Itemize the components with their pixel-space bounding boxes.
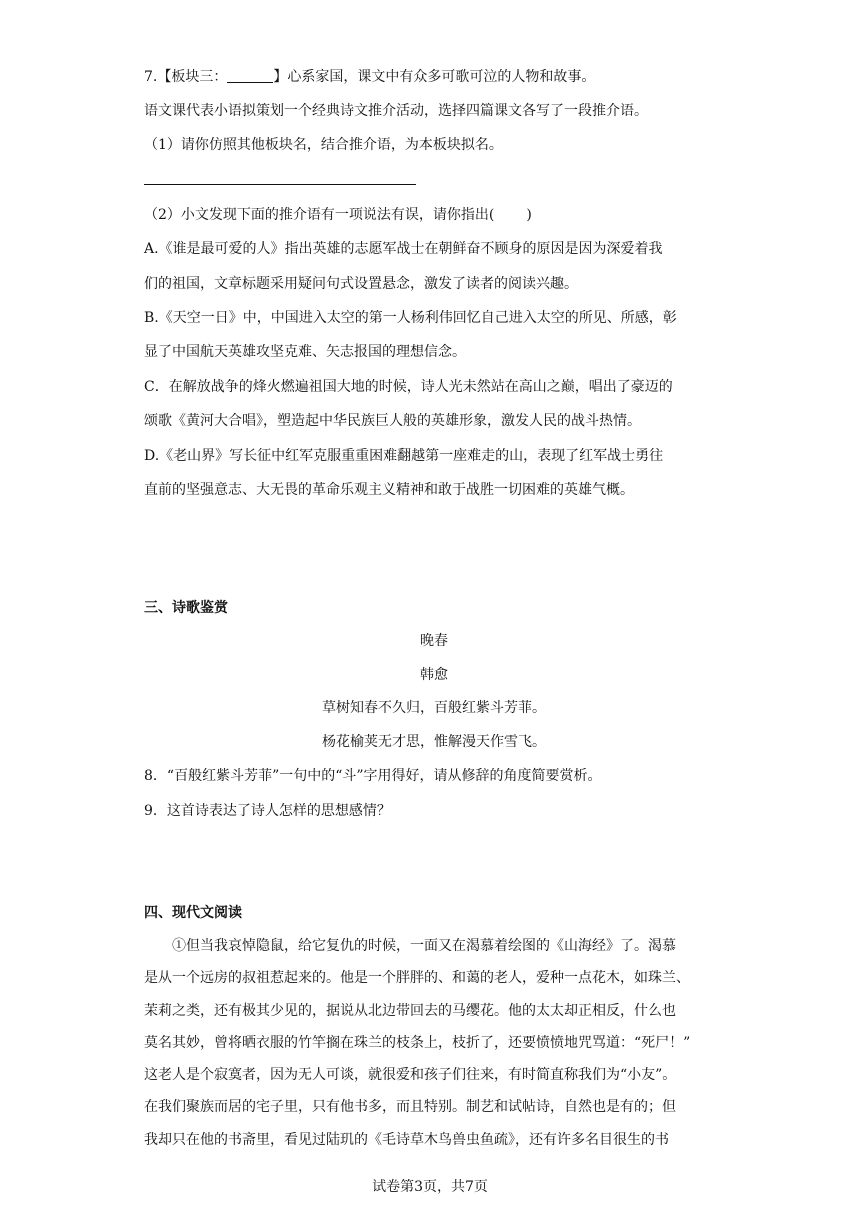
question-8: 8．“百般红紫斗芳菲”一句中的“斗”字用得好，请从修辞的角度简要赏析。 [144, 768, 602, 785]
question-9: 9．这首诗表达了诗人怎样的思想感情？ [144, 802, 391, 819]
section-4-title: 四、现代文阅读 [144, 905, 242, 922]
poem-title: 晚春 [420, 633, 448, 650]
page-footer: 试卷第3页，共7页 [372, 1179, 488, 1195]
poem-line: 草树知春不久归，百般红紫斗芳菲。 [322, 700, 546, 717]
q7-option-c [144, 370, 724, 439]
q7-label-prefix: 7.【板块三： [144, 69, 228, 85]
passage-line: 茉莉之类，还有极其少见的，据说从北边带回去的马缨花。他的太太却正相反，什么也 [144, 1002, 676, 1019]
q7-option-a [144, 232, 724, 301]
option-line: 们的祖国，文章标题采用疑问句式设置悬念，激发了读者的阅读兴趣。 [144, 275, 578, 292]
option-line: D.《老山界》写长征中红军克服重重困难翻越第一座难走的山，表现了红军战士勇往 [144, 447, 664, 464]
q7-sub2-close: ) [526, 206, 532, 223]
option-line: B.《天空一日》中，中国进入太空的第一人杨利伟回忆自己进入太空的所见、所感，彰 [144, 310, 677, 327]
passage-line: 我却只在他的书斋里，看见过陆玑的《毛诗草木鸟兽虫鱼疏》，还有许多名目很生的书 [144, 1131, 669, 1148]
q7-sub-question-2 [144, 198, 724, 232]
passage-line: 是从一个远房的叔祖惹起来的。他是一个胖胖的、和蔼的老人，爱种一点花木，如珠兰、 [144, 970, 690, 987]
question-7-heading [144, 60, 724, 94]
q7-intro: 语文课代表小语拟策划一个经典诗文推介活动，选择四篇课文各写了一段推介语。 [144, 103, 648, 119]
passage-line: 这老人是个寂寞者，因为无人可谈，就很爱和孩子们往来，有时简直称我们为“小友”。 [144, 1067, 677, 1084]
poem [144, 625, 724, 759]
poem-author: 韩愈 [420, 666, 448, 683]
q7-option-b [144, 301, 724, 370]
passage-line: 在我们聚族而居的宅子里，只有他书多，而且特别。制艺和试帖诗，自然也是有的；但 [144, 1099, 676, 1116]
q7-answer-line[interactable] [144, 183, 416, 185]
passage-line: ①但当我哀悼隐鼠，给它复仇的时候，一面又在渴慕着绘图的《山海经》了。渴慕 [172, 938, 676, 955]
q7-label-suffix: 】心系家国，课文中有众多可歌可泣的人物和故事。 [273, 69, 596, 85]
reading-passage [144, 930, 724, 1155]
q7-fill-blank[interactable] [227, 68, 273, 83]
option-line: C．在解放战争的烽火燃遍祖国大地的时候，诗人光未然站在高山之巅，唱出了豪迈的 [144, 378, 673, 395]
option-line: 显了中国航天英雄攻坚克难、矢志报国的理想信念。 [144, 344, 466, 361]
option-line: A.《谁是最可爱的人》指出英雄的志愿军战士在朝鲜奋不顾身的原因是因为深爱着我 [144, 241, 663, 258]
section-3-title: 三、诗歌鉴赏 [144, 600, 228, 617]
q7-sub-question-1: （1）请你仿照其他板块名，结合推介语，为本板块拟名。 [144, 137, 503, 154]
poem-line: 杨花榆荚无才思，惟解漫天作雪飞。 [322, 733, 546, 750]
option-line: 颂歌《黄河大合唱》，塑造起中华民族巨人般的英雄形象，激发人民的战斗热情。 [144, 413, 641, 430]
passage-line: 莫名其妙，曾将晒衣服的竹竿搁在珠兰的枝条上，枝折了，还要愤愤地咒骂道：“死尸！” [144, 1034, 691, 1051]
q7-option-d [144, 439, 724, 508]
option-line: 直前的坚强意志、大无畏的革命乐观主义精神和敢于战胜一切困难的英雄气概。 [144, 482, 634, 499]
page-content [144, 60, 724, 1156]
q7-sub2-text: （2）小文发现下面的推介语有一项说法有误，请你指出( [144, 206, 495, 223]
